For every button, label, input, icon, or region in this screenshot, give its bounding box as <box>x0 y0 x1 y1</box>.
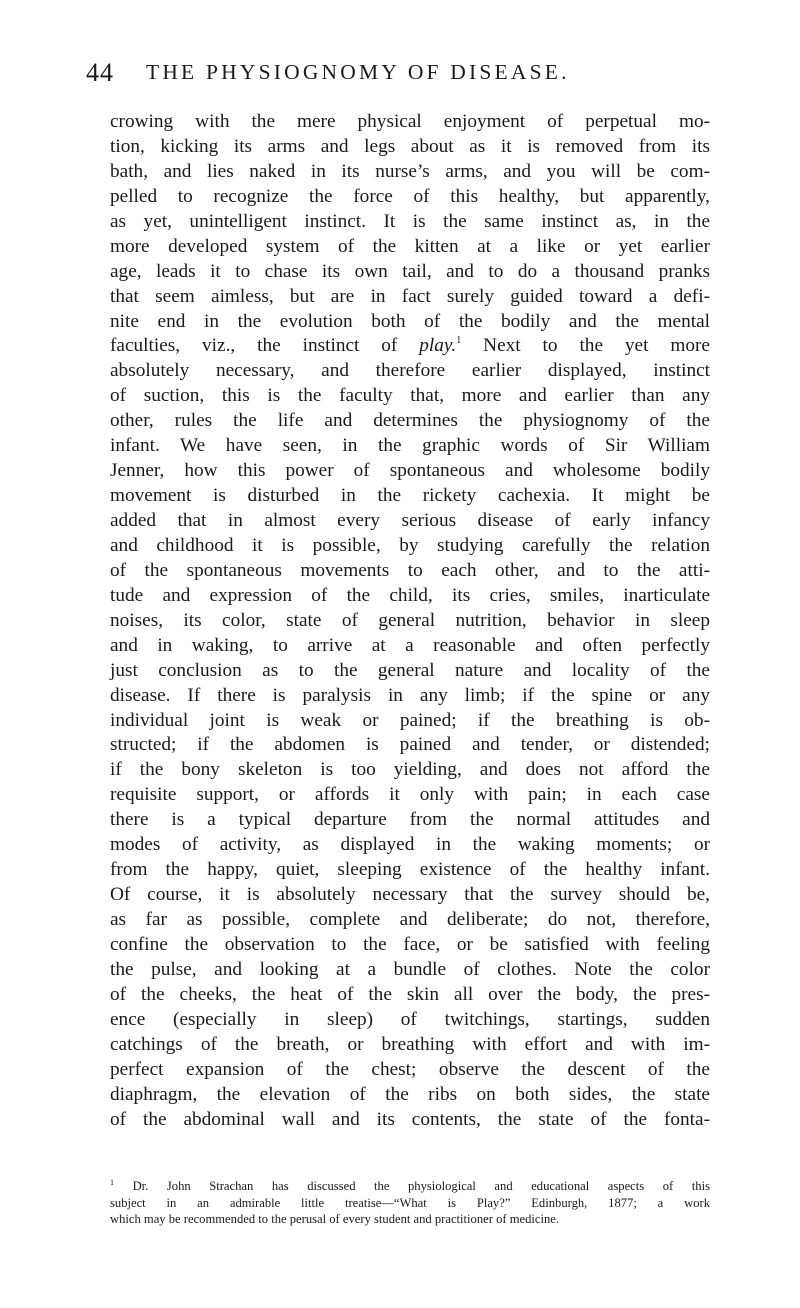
text-line: structed; if the abdomen is pained and tender, or distended; <box>110 734 710 756</box>
body-text <box>110 110 710 1132</box>
page-number: 44 <box>86 58 114 87</box>
footnote-text: Dr. John Strachan has discussed the physiological and educational aspects of this <box>114 1179 710 1193</box>
running-title: THE PHYSIOGNOMY OF DISEASE. <box>146 60 570 84</box>
text-line: Jenner, how this power of spontaneous and wholesome bodily <box>110 460 710 482</box>
footnote-line: which may be recommended to the perusal of every student and practitioner of medicine. <box>110 1212 560 1226</box>
text-line: age, leads it to chase its own tail, and to do a thousand pranks <box>110 260 710 282</box>
text-line: the pulse, and looking at a bundle of clothes. Note the color <box>110 958 710 980</box>
text-line: as yet, unintelligent instinct. It is the same instinct as, in the <box>110 210 710 232</box>
play-line-after: Next to the yet more <box>461 335 710 357</box>
text-line: of the abdominal wall and its contents, the state of the fonta- <box>110 1108 710 1130</box>
text-line: tion, kicking its arms and legs about as it is removed from its <box>110 135 710 157</box>
text-line: of suction, this is the faculty that, more and earlier than any <box>110 385 710 407</box>
text-line: pelled to recognize the force of this healthy, but apparently, <box>110 185 710 207</box>
text-line: of the spontaneous movements to each other, and to the atti- <box>110 559 710 581</box>
text-line: from the happy, quiet, sleeping existence of the healthy infant. <box>110 859 710 881</box>
footnote-marker: 1 <box>110 1178 114 1187</box>
text-line: absolutely necessary, and therefore earlier displayed, instinct <box>110 360 710 382</box>
text-line: and childhood it is possible, by studying carefully the relation <box>110 534 710 556</box>
text-line-play <box>110 334 710 359</box>
text-line: catchings of the breath, or breathing with effort and with im- <box>110 1033 710 1055</box>
text-line: individual joint is weak or pained; if the breathing is ob- <box>110 709 710 731</box>
text-line: nite end in the evolution both of the bodily and the mental <box>110 310 710 332</box>
text-line: noises, its color, state of general nutrition, behavior in sleep <box>110 609 710 631</box>
text-line: crowing with the mere physical enjoyment of perpetual mo- <box>110 111 710 132</box>
play-line-before: faculties, viz., the instinct of <box>110 335 420 357</box>
text-line: bath, and lies naked in its nurse’s arms, and you will be com- <box>110 160 710 182</box>
text-line: ence (especially in sleep) of twitchings, startings, sudden <box>110 1008 710 1030</box>
text-line: there is a typical departure from the normal attitudes and <box>110 809 710 831</box>
text-line: tude and expression of the child, its cries, smiles, inarticulate <box>110 584 710 606</box>
text-line: added that in almost every serious disease of early infancy <box>110 510 710 531</box>
text-line: just conclusion as to the general nature and locality of the <box>110 659 710 681</box>
footnote-line <box>110 1178 710 1195</box>
footnote-ref[interactable]: 1 <box>456 335 462 347</box>
play-italic: play. <box>419 335 457 357</box>
text-line: that seem aimless, but are in fact surely guided toward a defi- <box>110 285 710 307</box>
text-line: confine the observation to the face, or be satisfied with feeling <box>110 933 710 955</box>
text-line: movement is disturbed in the rickety cachexia. It might be <box>110 485 710 507</box>
text-line: requisite support, or affords it only with pain; in each case <box>110 784 710 806</box>
footnote-line: subject in an admirable little treatise—“What is Play?” Edinburgh, 1877; a work <box>110 1195 710 1210</box>
text-line: diaphragm, the elevation of the ribs on both sides, the state <box>110 1083 710 1105</box>
text-line: Of course, it is absolutely necessary that the survey should be, <box>110 884 710 906</box>
footnote <box>110 1178 710 1228</box>
text-line: and in waking, to arrive at a reasonable and often perfectly <box>110 634 710 656</box>
text-line: modes of activity, as displayed in the waking moments; or <box>110 834 710 856</box>
text-line: infant. We have seen, in the graphic words of Sir William <box>110 435 710 457</box>
text-line: if the bony skeleton is too yielding, and does not afford the <box>110 759 710 781</box>
text-line: perfect expansion of the chest; observe the descent of the <box>110 1058 710 1080</box>
text-line: other, rules the life and determines the physiognomy of the <box>110 410 710 432</box>
running-head <box>86 58 714 98</box>
text-line: more developed system of the kitten at a like or yet earlier <box>110 235 710 257</box>
text-line: of the cheeks, the heat of the skin all over the body, the pres- <box>110 983 710 1005</box>
text-line: as far as possible, complete and deliberate; do not, therefore, <box>110 909 710 930</box>
text-line: disease. If there is paralysis in any limb; if the spine or any <box>110 684 710 706</box>
